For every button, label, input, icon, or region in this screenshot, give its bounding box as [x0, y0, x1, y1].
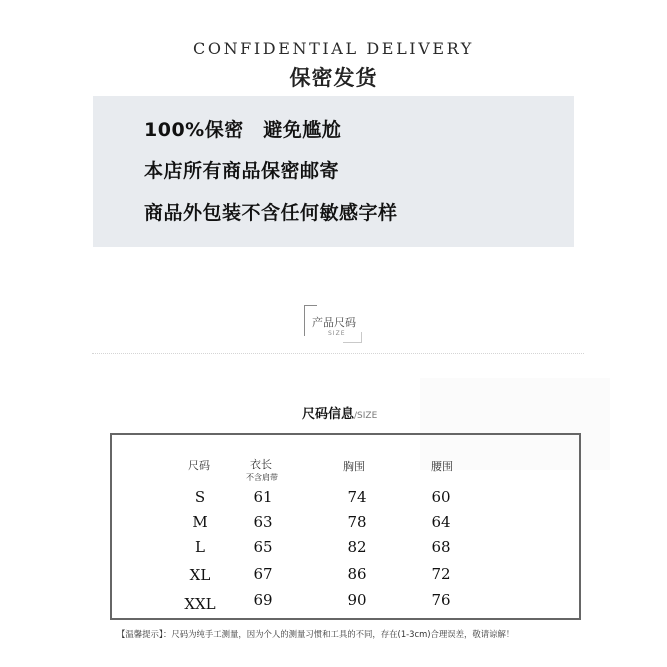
header-length: 衣长	[250, 458, 272, 471]
title-english: CONFIDENTIAL DELIVERY	[193, 39, 474, 58]
table-cell-waist: 60	[431, 488, 451, 506]
header-size: 尺码	[188, 459, 210, 472]
panel-line-shipping: 本店所有商品保密邮寄	[144, 160, 340, 182]
size-title-cn: 尺码信息	[302, 407, 355, 422]
header-length-note: 不含肩带	[246, 473, 278, 482]
measurement-note: 【温馨提示】：尺码为纯手工测量，因为个人的测量习惯和工具的不同，存在(1-3cm)合理误差，敬请谅解！	[117, 629, 515, 639]
table-cell-chest: 74	[347, 488, 367, 506]
table-cell-size: XXL	[184, 595, 216, 613]
table-cell-length: 63	[253, 513, 273, 531]
badge-corner-frame-bottom	[343, 332, 362, 343]
table-cell-length: 65	[253, 538, 273, 556]
product-size-badge	[304, 305, 362, 343]
table-cell-waist: 64	[431, 513, 451, 531]
table-cell-chest: 90	[347, 591, 367, 609]
size-title-en: /SIZE	[354, 411, 378, 421]
table-cell-chest: 86	[347, 565, 367, 583]
badge-label-cn: 产品尺码	[312, 316, 356, 329]
title-chinese: 保密发货	[289, 66, 378, 90]
header-chest: 胸围	[343, 460, 365, 473]
size-section-title	[302, 403, 377, 422]
table-cell-length: 69	[253, 591, 273, 609]
table-cell-chest: 78	[347, 513, 367, 531]
table-cell-waist: 76	[431, 591, 451, 609]
badge-label-en: SIZE	[328, 330, 346, 337]
table-cell-size: XL	[189, 566, 211, 584]
section-divider	[92, 353, 584, 354]
table-cell-size: L	[195, 538, 205, 556]
table-cell-length: 61	[253, 488, 273, 506]
table-cell-waist: 68	[431, 538, 451, 556]
table-cell-chest: 82	[347, 538, 367, 556]
header-waist: 腰围	[431, 460, 453, 473]
table-cell-length: 67	[253, 565, 273, 583]
table-cell-waist: 72	[431, 565, 451, 583]
table-cell-size: M	[192, 513, 208, 531]
table-cell-size: S	[194, 488, 206, 506]
panel-line-packaging: 商品外包装不含任何敏感字样	[144, 202, 398, 224]
panel-line-privacy: 100%保密 避免尴尬	[144, 119, 342, 141]
